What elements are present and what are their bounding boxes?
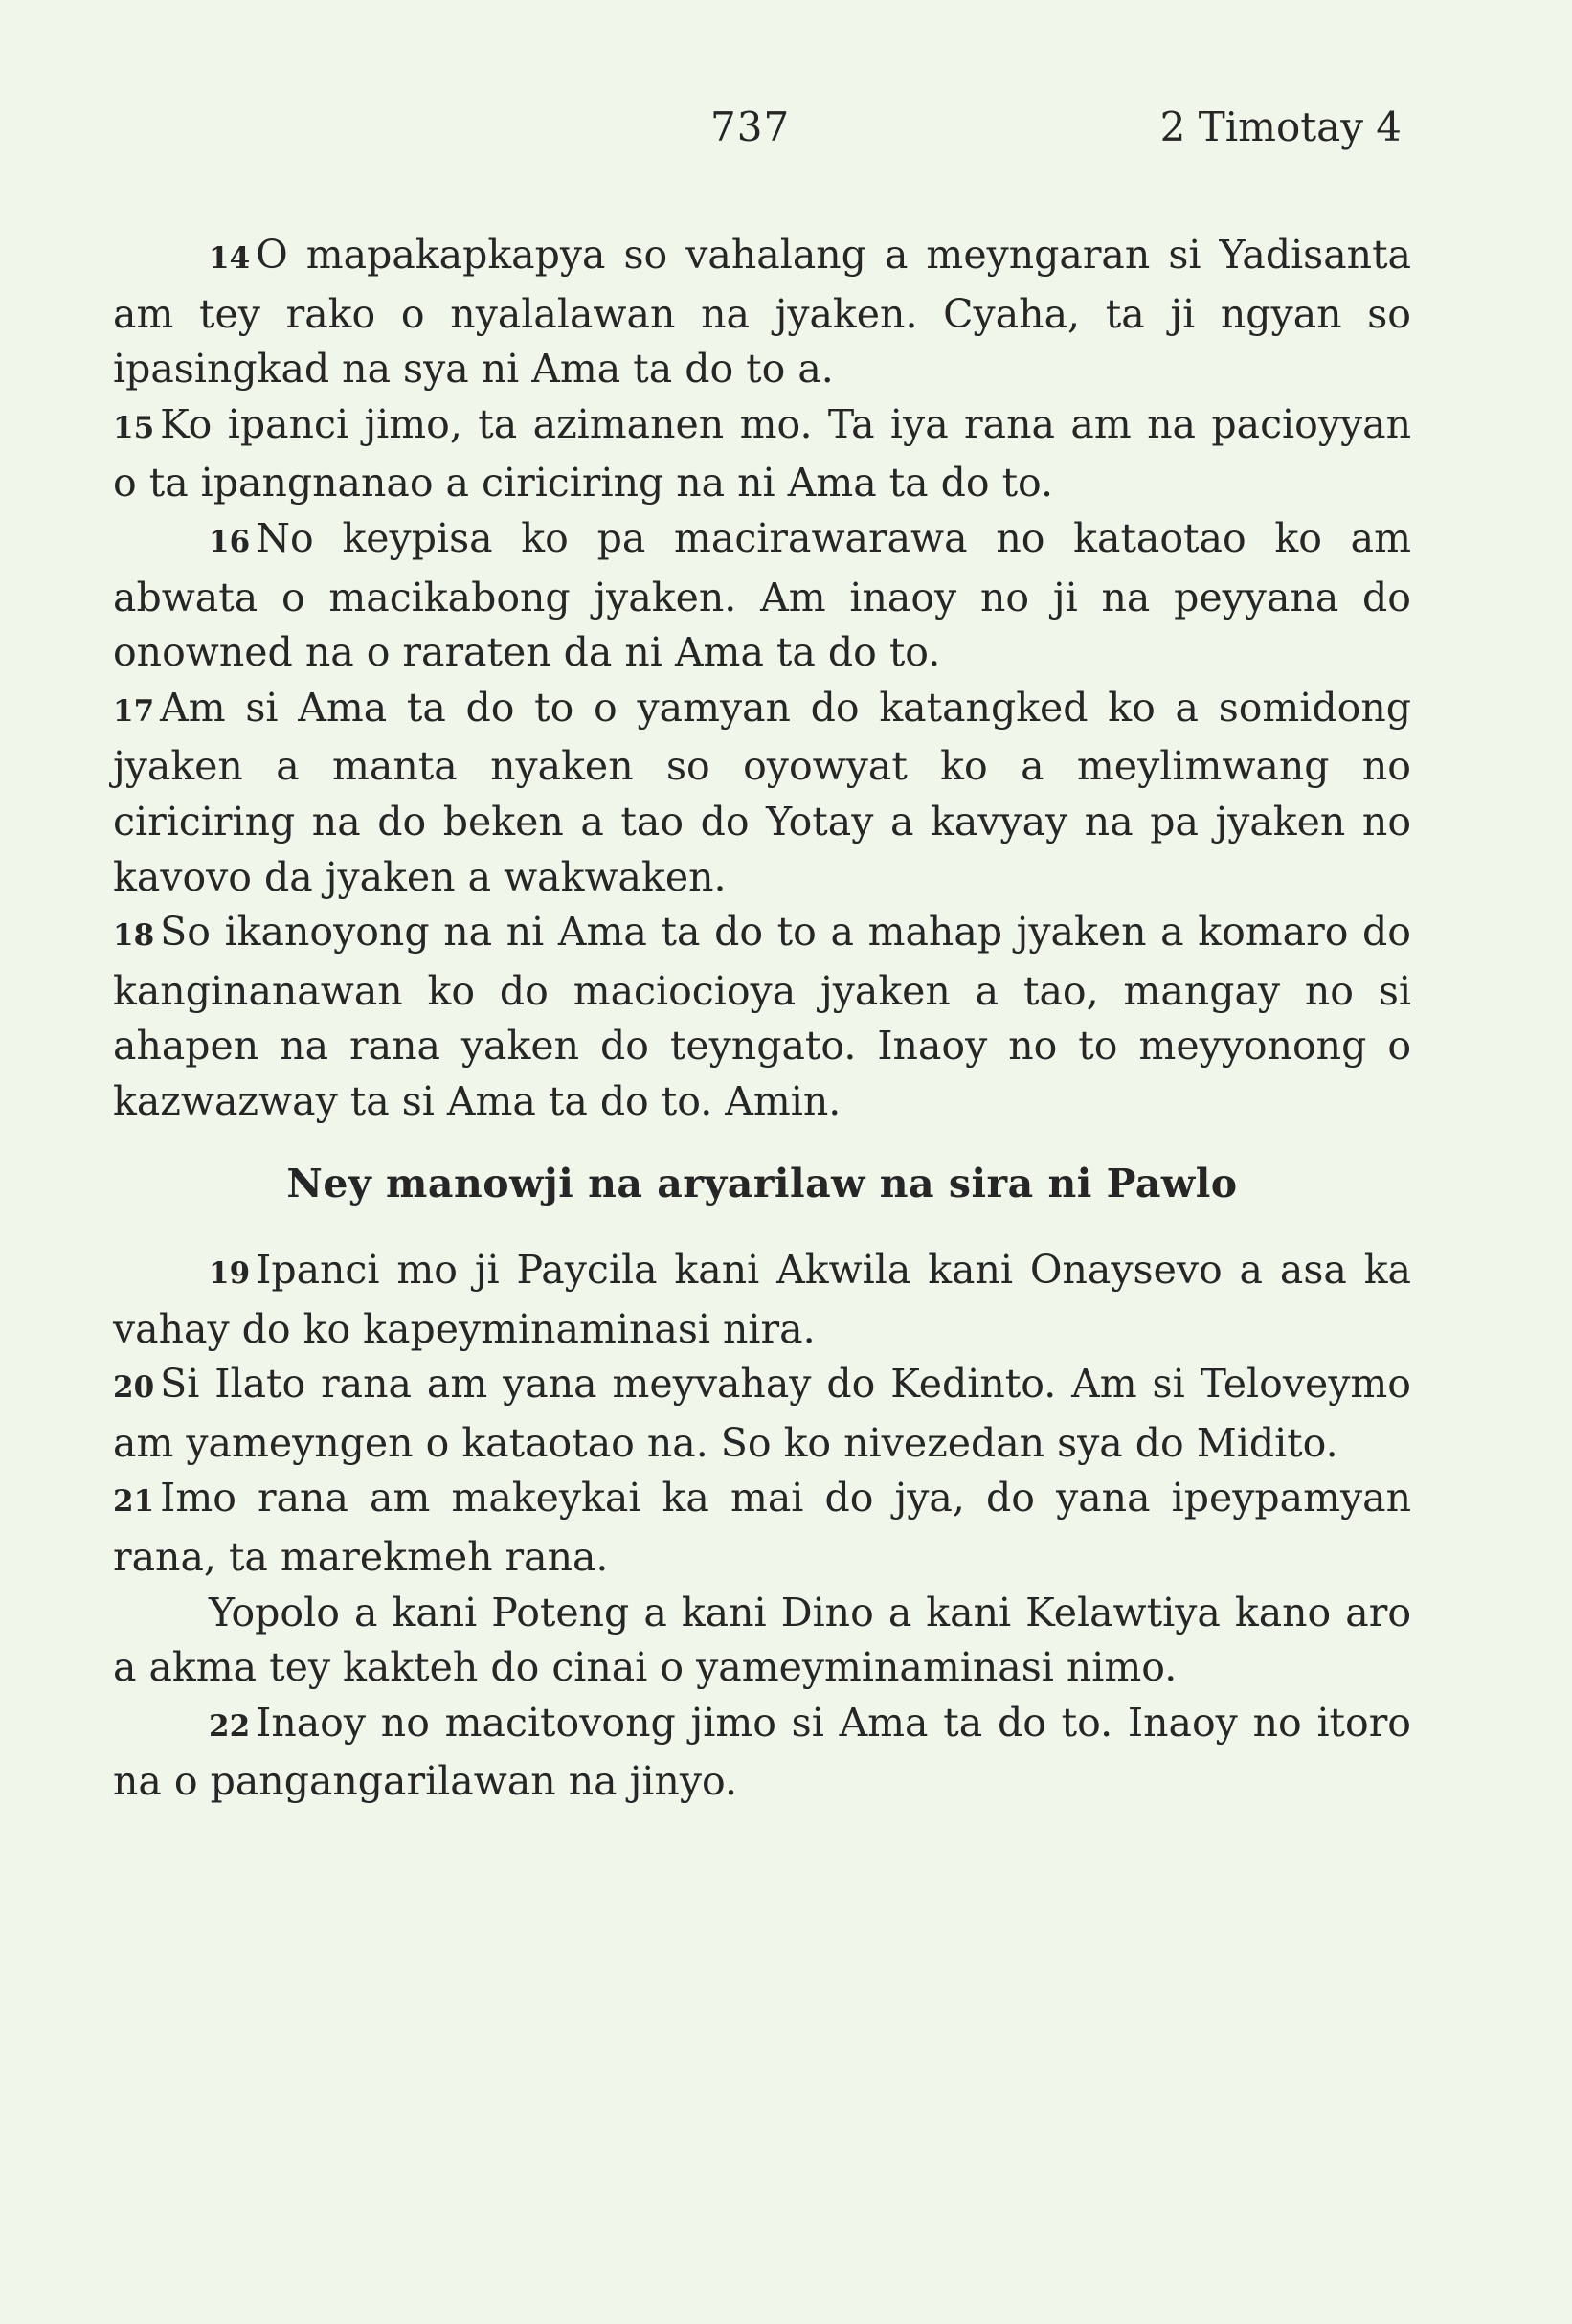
verse-21-continuation bbox=[113, 1586, 1411, 1696]
verse-22 bbox=[113, 1696, 1411, 1810]
verse-16 bbox=[113, 511, 1411, 681]
verse-20 bbox=[113, 1357, 1411, 1471]
verse-number: 21 bbox=[113, 1484, 155, 1520]
verse-text: Yopolo a kani Poteng a kani Dino a kani Kelawtiya kano aro a akma tey kakteh do cinai o yameyminaminasi nimo. bbox=[113, 1589, 1411, 1691]
verse-text: Ipanci mo ji Paycila kani Akwila kani Onaysevo a asa ka vahay do ko kapeyminaminasi nira. bbox=[113, 1247, 1411, 1352]
verse-text: So ikanoyong na ni Ama ta do to a mahap jyaken a komaro do kanginanawan ko do maciocioya jyaken a tao, mangay no si ahapen na rana yaken do teyngato. Inaoy no to meyyonong o kazwazway ta si Ama ta do to. Amin. bbox=[113, 909, 1411, 1124]
verse-number: 14 bbox=[209, 241, 251, 276]
text-body bbox=[113, 228, 1411, 1810]
verse-21 bbox=[113, 1471, 1411, 1585]
running-title: 2 Timotay 4 bbox=[1159, 103, 1402, 150]
verse-15 bbox=[113, 397, 1411, 511]
verse-text: Inaoy no macitovong jimo si Ama ta do to. Inaoy no itoro na o pangangarilawan na jinyo. bbox=[113, 1699, 1411, 1805]
verse-14 bbox=[113, 228, 1411, 397]
page-number: 737 bbox=[710, 103, 791, 150]
verse-number: 17 bbox=[113, 693, 155, 729]
verse-number: 18 bbox=[113, 918, 155, 954]
verse-text: Imo rana am makeykai ka mai do jya, do yana ipeypamyan rana, ta marekmeh rana. bbox=[113, 1475, 1411, 1581]
verse-text: No keypisa ko pa macirawarawa no kataotao ko am abwata o macikabong jyaken. Am inaoy no ji na peyyana do onowned na o raraten da ni Ama ta do to. bbox=[113, 514, 1411, 676]
verse-text: Ko ipanci jimo, ta azimanen mo. Ta iya rana am na pacioyyan o ta ipangnanao a ciriciring na ni Ama ta do to. bbox=[113, 400, 1411, 507]
verse-number: 22 bbox=[209, 1708, 251, 1744]
verse-number: 19 bbox=[209, 1256, 251, 1292]
verse-19 bbox=[113, 1243, 1411, 1357]
verse-number: 20 bbox=[113, 1370, 155, 1406]
verse-text: O mapakapkapya so vahalang a meyngaran si Yadisanta am tey rako o nyalalawan na jyaken. Cyaha, ta ji ngyan so ipasingkad na sya ni Ama ta do to a. bbox=[113, 232, 1411, 393]
verse-17 bbox=[113, 681, 1411, 905]
section-heading: Ney manowji na aryarilaw na sira ni Pawlo bbox=[286, 1160, 1238, 1207]
verse-text: Si Ilato rana am yana meyvahay do Kedinto. Am si Teloveymo am yameyngen o kataotao na. So ko nivezedan sya do Midito. bbox=[113, 1361, 1411, 1466]
verse-18 bbox=[113, 905, 1411, 1129]
verse-text: Am si Ama ta do to o yamyan do katangked ko a somidong jyaken a manta nyaken so oyowyat ko a meylimwang no ciriciring na do beken a tao do Yotay a kavyay na pa jyaken no kavovo da jyaken a wakwaken. bbox=[113, 684, 1411, 900]
verse-number: 16 bbox=[209, 524, 251, 559]
verse-number: 15 bbox=[113, 410, 155, 445]
